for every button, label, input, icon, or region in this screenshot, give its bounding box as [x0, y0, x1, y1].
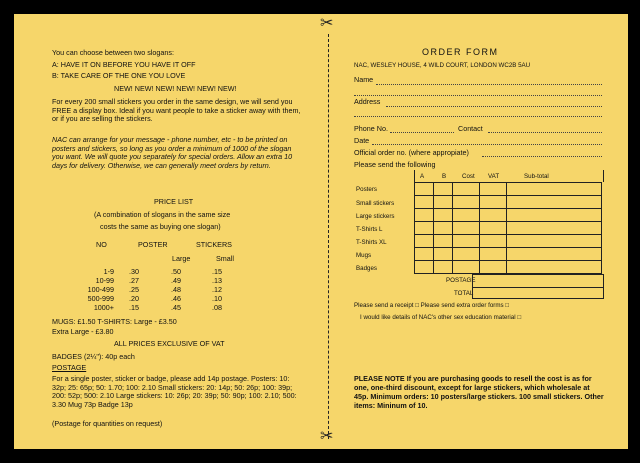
price-note-2: costs the same as buying one slogan) — [100, 222, 221, 231]
date-field[interactable] — [372, 144, 602, 145]
grid-row-label: Badges — [356, 265, 377, 272]
order-grid-left-rule — [414, 182, 603, 274]
grid-row-label: Posters — [356, 186, 377, 193]
official-order-field[interactable] — [482, 156, 602, 157]
order-grid-header-rules — [414, 170, 604, 182]
receipt-checkbox-line[interactable]: Please send a receipt □ Please send extra order forms □ — [354, 302, 510, 309]
order-leaflet — [14, 14, 628, 449]
price-row-poster: .27 — [129, 276, 139, 285]
price-row-large: .45 — [171, 303, 181, 312]
scissors-bottom-icon: ✂ — [320, 428, 334, 445]
postage-title: POSTAGE — [52, 363, 87, 372]
price-row-large: .48 — [171, 285, 181, 294]
scissors-top-icon: ✂ — [320, 15, 334, 32]
price-row-poster: .25 — [129, 285, 139, 294]
price-row-small: .13 — [212, 276, 222, 285]
price-row-poster: .20 — [129, 294, 139, 303]
grid-row-label: Small stickers — [356, 200, 395, 207]
price-row-poster: .15 — [129, 303, 139, 312]
price-row-no: 1000+ — [93, 303, 114, 312]
custom-print-paragraph: NAC can arrange for your message - phone number, etc - to be printed on posters and stickers, so long as you order a minimum of 1000 of the slogan you want. We will quote you separately for special orders. Allow an extra 10 days for delivery. Otherwise, we can generally meet orders by return. — [52, 135, 293, 171]
nac-address: NAC, WESLEY HOUSE, 4 WILD COURT, LONDON WC2B 5AU — [354, 62, 531, 69]
grid-header-b: B — [442, 173, 447, 180]
new-banner: NEW! NEW! NEW! NEW! NEW! NEW! — [114, 84, 237, 93]
price-row-small: .08 — [212, 303, 222, 312]
col-small-header: Small — [216, 254, 234, 263]
please-note-paragraph: PLEASE NOTE If you are purchasing goods to resell the cost is as for one, one-third discount, except for large stickers, which wholesale at 45p. Minimum orders: 10 posters/large stickers. 100 small stickers. Other items: Mininum of 10. — [354, 374, 604, 410]
name-label: Name — [354, 75, 374, 84]
price-row-large: .50 — [171, 267, 181, 276]
price-row-poster: .30 — [129, 267, 139, 276]
total-field[interactable] — [472, 286, 604, 299]
vat-note: ALL PRICES EXCLUSIVE OF VAT — [114, 339, 225, 348]
address-field[interactable] — [386, 106, 602, 107]
address-label: Address — [354, 97, 381, 106]
price-note-1: (A combination of slogans in the same size — [94, 210, 231, 219]
grid-row-label: T-Shirts L — [356, 226, 383, 233]
send-following-label: Please send the following — [354, 160, 436, 169]
address-field-line-2[interactable] — [354, 116, 602, 117]
price-row-no: 100-499 — [87, 285, 114, 294]
slogan-a: A: HAVE IT ON BEFORE YOU HAVE IT OFF — [52, 60, 196, 69]
col-large-header: Large — [172, 254, 191, 263]
official-order-label: Official order no. (where appropiate) — [354, 148, 469, 157]
price-row-no: 1-9 — [103, 267, 114, 276]
total-label: TOTAL — [454, 290, 474, 297]
name-field[interactable] — [376, 84, 602, 85]
badges-line: BADGES (2¼"): 40p each — [52, 352, 135, 361]
postage-request-note: (Postage for quantities on request) — [52, 419, 163, 428]
slogan-b: B: TAKE CARE OF THE ONE YOU LOVE — [52, 71, 186, 80]
postage-label: POSTAGE — [446, 277, 476, 284]
grid-header-subtotal: Sub-total — [524, 173, 549, 180]
price-row-large: .49 — [171, 276, 181, 285]
contact-field[interactable] — [488, 132, 602, 133]
col-poster-header: POSTER — [138, 240, 168, 249]
phone-label: Phone No. — [354, 124, 388, 133]
mugs-tshirts-line: MUGS: £1.50 T-SHIRTS: Large - £3.50 — [52, 317, 177, 326]
phone-field[interactable] — [390, 132, 454, 133]
extra-large-line: Extra Large - £3.80 — [52, 327, 114, 336]
price-row-large: .46 — [171, 294, 181, 303]
date-label: Date — [354, 136, 370, 145]
order-form-title: ORDER FORM — [422, 47, 499, 57]
grid-header-a: A — [420, 173, 425, 180]
grid-header-cost: Cost — [462, 173, 475, 180]
grid-row-label: Large stickers — [356, 213, 395, 220]
price-row-no: 10-99 — [95, 276, 114, 285]
name-field-extra[interactable] — [354, 95, 602, 96]
grid-row-label: T-Shirts XL — [356, 239, 387, 246]
col-stickers-header: STICKERS — [196, 240, 232, 249]
col-no-header: NO — [96, 240, 107, 249]
display-box-paragraph: For every 200 small stickers you order in the same design, we will send you FREE a display box. Ideal if you want people to take a sticker away with them, or if you are selling the stickers. — [52, 97, 301, 124]
price-row-no: 500-999 — [87, 294, 114, 303]
grid-header-vat: VAT — [488, 173, 500, 180]
intro-text: You can choose between two slogans: — [52, 48, 175, 57]
price-row-small: .15 — [212, 267, 222, 276]
details-checkbox-line[interactable]: I would like details of NAC's other sex education material □ — [360, 314, 522, 321]
price-row-small: .12 — [212, 285, 222, 294]
price-row-small: .10 — [212, 294, 222, 303]
grid-row-label: Mugs — [356, 252, 372, 259]
cut-line — [328, 34, 329, 439]
postage-paragraph: For a single poster, sticker or badge, please add 14p postage. Posters: 10: 32p; 25: 65p; 50: 1.70; 100: 2.10 Small stickers: 20: 14p; 50: 26p; 100: 39p; 200: 52p; 500: 2.10 Large stickers: 10: 26p; 20: 39p; 50: 90p; 100: 2.10; 500: 3.30 Mug 73p Badge 13p — [52, 374, 297, 410]
price-list-title: PRICE LIST — [154, 197, 194, 206]
contact-label: Contact — [458, 124, 483, 133]
